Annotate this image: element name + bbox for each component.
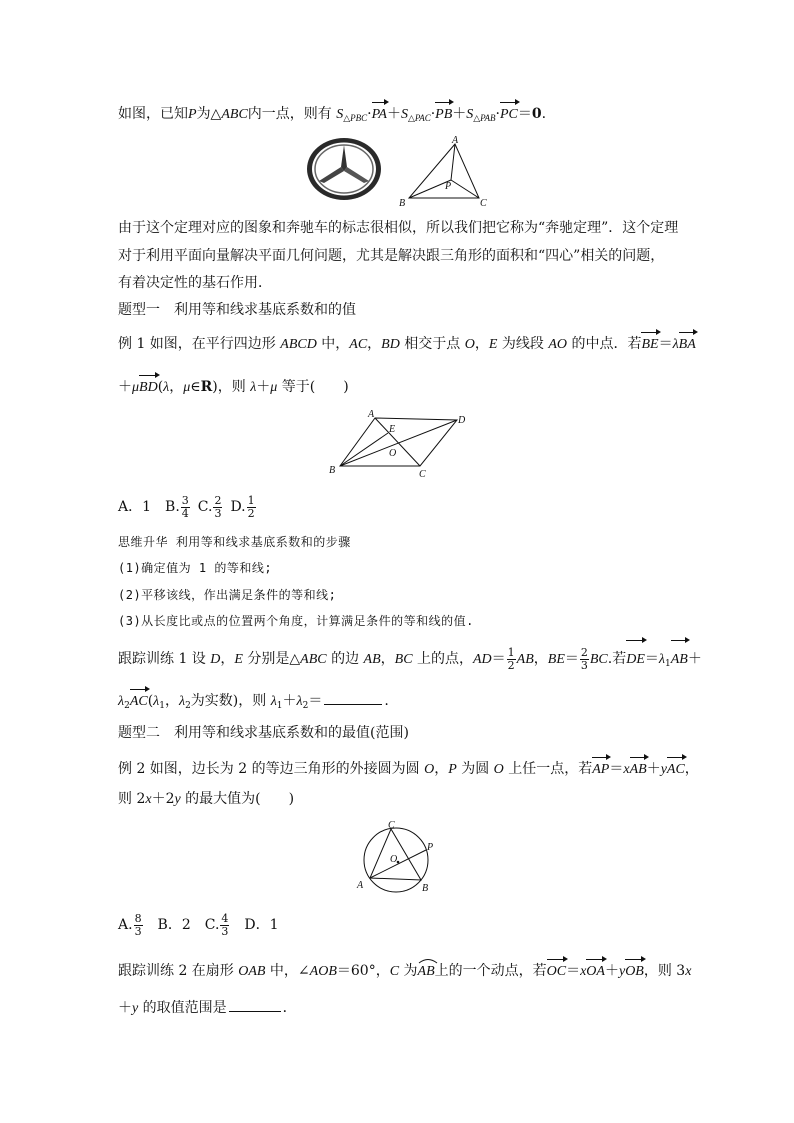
text: ， (220, 651, 235, 667)
text: 等于( ) (277, 379, 349, 395)
label-p: P (445, 181, 452, 192)
text: D (210, 652, 221, 667)
vector-pa: PA (372, 105, 387, 125)
text: 的最大值为( ) (180, 791, 295, 807)
text: ＋ (282, 693, 297, 709)
text: 1 (159, 701, 165, 711)
text: 跟踪训练 2 在扇形 (118, 963, 239, 979)
text: ＝ (566, 963, 581, 979)
training-1-line-2 (118, 691, 389, 716)
text: AD (472, 652, 492, 667)
text: λ (163, 380, 170, 395)
text: O (493, 762, 504, 777)
text: S (400, 107, 408, 122)
text: μ (183, 380, 191, 395)
text: 例 2 如图，边长为 2 的等边三角形的外接圆为圆 (118, 761, 425, 777)
text: ＋2 (151, 791, 175, 807)
text: 为 (399, 963, 418, 979)
zero-vector: 0 (531, 106, 542, 122)
text: x (145, 792, 152, 807)
vector-ap: AP (592, 760, 609, 780)
text: 上的点， (412, 651, 473, 667)
text: BC (394, 652, 413, 667)
para-line-2: 对于利用平面向量解决平面几何问题，尤其是解决跟三角形的面积和“四心”相关的问题， (118, 248, 665, 264)
text: λ (270, 694, 277, 709)
text: ＋ (646, 761, 661, 777)
text: . (384, 693, 389, 709)
text: AOB (309, 964, 337, 979)
text: ＝ (644, 651, 659, 667)
text: λ (672, 337, 679, 352)
text: ＝ (308, 693, 323, 709)
example-1-line-1 (118, 334, 696, 355)
think-step-3: (3)从长度比或点的位置两个角度，计算满足条件的等和线的值. (118, 614, 474, 628)
text: μ (132, 380, 140, 395)
mercedes-logo-figure (303, 136, 385, 202)
text: ( (157, 379, 164, 395)
answer-blank[interactable] (324, 704, 382, 705)
text: ∈ (190, 379, 201, 395)
text: ＝ (564, 651, 579, 667)
text: 为圆 (456, 761, 494, 777)
option-b-c: B．2 C. (143, 917, 220, 933)
text: OAB (238, 964, 266, 979)
text: 上任一点，若 (503, 761, 593, 777)
text: O (424, 762, 435, 777)
label-a: A (452, 135, 459, 146)
text: E (488, 337, 498, 352)
text: S (466, 107, 474, 122)
label-o: O (389, 448, 397, 459)
intro-line: 如图，已知P为△ABC内一点，则有 $S_{\triangle PBC}\cdot PA+S_{\triangle PAC}\cdot PB+S_{\triangle PAB}\cdot PC=0$. (118, 106, 547, 123)
text: AC (349, 337, 368, 352)
label-c: C (480, 198, 487, 209)
text: 2 (124, 701, 130, 711)
text: ＝ (517, 106, 532, 122)
text: 中， (316, 336, 350, 352)
text: x (623, 762, 630, 777)
text: ＝ (491, 651, 506, 667)
text: O (464, 337, 475, 352)
vector-pc: PC (500, 105, 518, 125)
fraction: $\frac{3}{4}$ (181, 493, 189, 520)
text: P (448, 762, 457, 777)
text: λ (118, 694, 125, 709)
text: μ (270, 380, 278, 395)
text: 1 (664, 659, 671, 669)
option-a: A. (118, 917, 133, 933)
vector-ob: OB (625, 962, 644, 982)
text: λ (658, 652, 665, 667)
label-c: C (419, 469, 426, 480)
text: 为△ (196, 106, 222, 122)
text: ABC (221, 107, 248, 122)
fraction: $\frac{2}{3}$ (580, 645, 588, 672)
example-2-line-1 (118, 759, 699, 780)
text: 跟踪训练 1 设 (118, 651, 211, 667)
text: 例 1 如图，在平行四边形 (118, 336, 281, 352)
think-step-2: (2)平移该线，作出满足条件的等和线; (118, 588, 337, 602)
example-1-line-2 (118, 377, 349, 398)
option-d: D. (230, 499, 246, 515)
text: ＋ (386, 106, 401, 122)
text: 上的一个动点，若 (434, 963, 547, 979)
text: y (618, 964, 626, 979)
options-1 (118, 492, 257, 522)
option-d: D．1 (230, 917, 279, 933)
option-c: C. (197, 499, 213, 515)
text: AB (363, 652, 381, 667)
training-1-line-1 (118, 642, 702, 681)
text: 的取值范围是 (138, 1000, 227, 1016)
label-b: B (399, 198, 406, 209)
text: ， (474, 336, 489, 352)
text: ，则 3 (643, 963, 686, 979)
arc-ab: AB (418, 962, 435, 982)
text: AB (516, 652, 534, 667)
fraction: $\frac{1}{2}$ (507, 645, 515, 672)
text: x (580, 964, 587, 979)
text: ＝ (658, 336, 673, 352)
option-a: A．1 (118, 499, 152, 515)
label-c: C (388, 820, 395, 831)
vector-ab: AB (671, 643, 688, 677)
text: ， (434, 761, 449, 777)
text: ， (169, 379, 184, 395)
text: )，则 (212, 379, 251, 395)
label-b: B (329, 465, 336, 476)
text: y (660, 762, 667, 777)
fraction: $\frac{2}{3}$ (214, 493, 222, 520)
text: . (541, 106, 547, 122)
text: 2 (185, 701, 191, 711)
text: P (188, 107, 197, 122)
option-b: B. (165, 499, 180, 515)
text: λ (296, 694, 303, 709)
text: 内一点，则有 (247, 106, 337, 122)
example-2-line-2 (118, 789, 294, 810)
text: 的边 (326, 651, 364, 667)
training-2-line-2 (118, 998, 297, 1019)
text: 为实数)，则 (190, 693, 271, 709)
fraction: $\frac{4}{3}$ (221, 911, 229, 938)
text: AO (548, 337, 568, 352)
circumcircle-figure (352, 818, 444, 900)
vector-ac: AC (130, 692, 148, 712)
training-2-line-1 (118, 961, 691, 982)
vector-ba: BA (679, 335, 696, 355)
text: △PAC (407, 113, 431, 123)
text: S (336, 107, 344, 122)
text: λ (153, 694, 160, 709)
text: E (234, 652, 243, 667)
text: 的中点．若 (567, 336, 642, 352)
text: ＋ (604, 963, 619, 979)
text: ＝ (609, 761, 624, 777)
vector-be: BE (641, 335, 658, 355)
text: C (389, 964, 400, 979)
fraction: $\frac{1}{2}$ (247, 493, 255, 520)
vector-ab: AB (630, 760, 647, 780)
vector-oa: OA (586, 962, 605, 982)
text: ， (684, 761, 699, 777)
section-heading-1: 题型一 利用等和线求基底系数和的值 (118, 302, 356, 318)
text: y (174, 792, 181, 807)
triangle-figure (395, 134, 495, 210)
para-line-3: 有着决定性的基石作用． (118, 275, 272, 291)
label-b: B (422, 883, 429, 894)
text: ABC (300, 652, 327, 667)
text: .若 (607, 651, 627, 667)
text: ＋ (256, 379, 271, 395)
label-p: P (427, 842, 434, 853)
text: ＋ (687, 651, 702, 667)
text: 为线段 (497, 336, 549, 352)
vector-bd: BD (139, 378, 158, 398)
text: 则 2 (118, 791, 146, 807)
text: x (685, 964, 692, 979)
think-title: 思维升华 利用等和线求基底系数和的步骤 (118, 535, 351, 549)
text: BC (589, 652, 608, 667)
text: ， (533, 651, 548, 667)
text: 2 (302, 701, 309, 711)
text: BE (547, 652, 565, 667)
text: ( (147, 693, 154, 709)
vector-oc: OC (547, 962, 566, 982)
label-a: A (357, 880, 364, 891)
text: ． (282, 1000, 297, 1016)
label-o: O (390, 854, 398, 865)
text: △PBC (343, 113, 368, 123)
text: ＋ (118, 379, 132, 395)
vector-pb: PB (435, 105, 452, 125)
label-d: D (458, 415, 466, 426)
label-a: A (368, 409, 375, 420)
text: 1 (276, 701, 283, 711)
parallelogram-figure (325, 406, 475, 480)
vector-ac: AC (667, 760, 685, 780)
text: △PAB (473, 113, 496, 123)
text: ＋ (118, 1000, 132, 1016)
para-line-1: 由于这个定理对应的图象和奔驰车的标志很相似，所以我们把它称为“奔驰定理”．这个定理 (118, 220, 679, 236)
text: ＝60°， (336, 963, 390, 979)
label-e: E (389, 424, 396, 435)
options-2 (118, 910, 279, 940)
text: ， (367, 336, 382, 352)
arc-mark-icon (418, 958, 438, 964)
text: ABCD (280, 337, 317, 352)
text: ＋ (452, 106, 467, 122)
text: λ (178, 694, 186, 709)
text: R (200, 379, 213, 395)
text: ， (380, 651, 395, 667)
text: 中，∠ (265, 963, 310, 979)
text: BD (381, 337, 400, 352)
section-heading-2: 题型二 利用等和线求基底系数和的最值(范围) (118, 725, 409, 741)
think-step-1: (1)确定值为 1 的等和线; (118, 561, 273, 575)
answer-blank[interactable] (229, 1011, 281, 1012)
text: 相交于点 (399, 336, 465, 352)
text: 分别是△ (242, 651, 301, 667)
text: ， (164, 693, 179, 709)
text: y (132, 1001, 139, 1016)
fraction: $\frac{8}{3}$ (134, 911, 142, 938)
vector-de: DE (626, 643, 645, 677)
text: 如图，已知 (118, 106, 188, 122)
text: λ (250, 380, 257, 395)
